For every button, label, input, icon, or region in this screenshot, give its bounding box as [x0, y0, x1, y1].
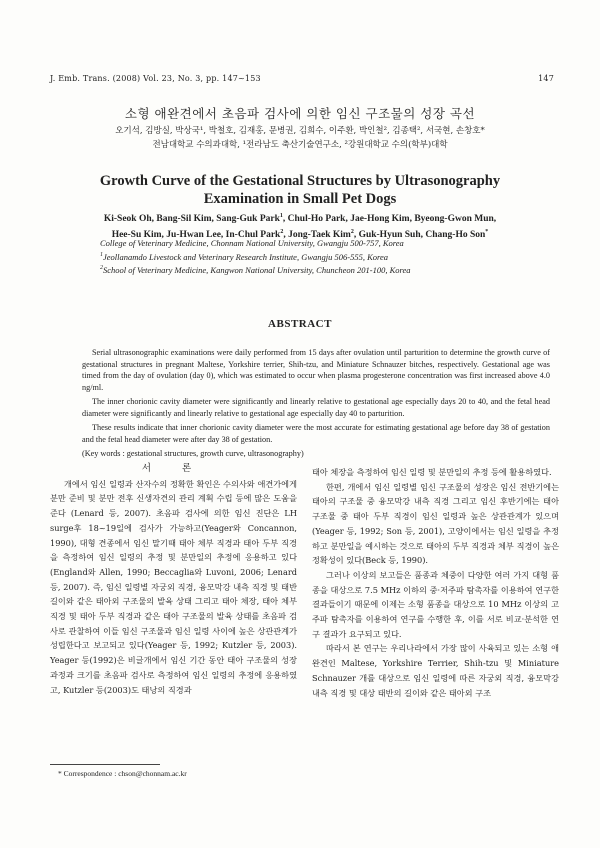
abstract-paragraph: Serial ultrasonographic examinations were daily performed from 15 days after ovulation until parturition to determine the growth curve of gestational structures in pregnant Maltese, Yorkshire terrier, Shih-tzu, and Miniature Schnauzer bitches, respectively. Gestational age was timed from the day of ovulation (day 0), which was estimated to occur when plasma progesterone concentration was first increased above 4.0 ng/ml.	[82, 348, 550, 392]
author-group: , Chul-Ho Park, Jae-Hong Kim, Byeong-Gwon Mun,	[282, 214, 497, 225]
author-group: Hee-Su Kim, Ju-Hwan Lee, In-Chul Park	[111, 230, 281, 241]
body-paragraph: 한편, 개에서 임신 일령별 임신 구조물의 성장은 임신 전반기에는 태아의 구조물 중 융모막강 내측 직경 그리고 임신 후반기에는 태아 구조물 중 태아 두부 직경이 임신 일령과 높은 상관관계가 있으며(Yeager 등, 1992; Son 등, 2001), 고양이에서는 임신 일령을 추정하고 분만일을 예시하는 것으로 태아의 두부 직경과 체부 직경이 높은 정확성이 있다(Beck 등, 1990).	[312, 481, 559, 566]
korean-authors: 오기석, 김방실, 박상국¹, 박철호, 김재홍, 문병권, 김희수, 이주환, 박인철², 김종택², 서국현, 손창호*	[115, 126, 485, 136]
corresponding-mark: *	[485, 229, 489, 236]
body-paragraph: 그러나 이상의 보고들은 품종과 체중이 다양한 여러 가지 대형 품종을 대상으로 7.5 MHz 이하의 중·저주파 탐촉자를 이용하여 연구한 결과들이기 때문에 이제는 소형 품종을 대상으로 10 MHz 이상의 고주파 탐촉자를 이용하여 연구를 수행한 후, 이를 서로 비교·분석한 연구 결과가 요구되고 있다.	[312, 569, 559, 639]
journal-citation: J. Emb. Trans. (2008) Vol. 23, No. 3, pp. 147~153	[50, 74, 261, 83]
affiliation-mark: 2	[280, 229, 284, 236]
affiliation-mark: 2	[350, 229, 354, 236]
affiliations	[100, 238, 411, 276]
body-paragraph: 개에서 임신 일령과 산자수의 정확한 확인은 수의사와 애견가에게 분만 준비 및 분만 전후 신생자견의 관리 계획 수립 등에 많은 도움을 준다 (Lenard 등, 2007). 초음파 검사에 의한 임신 진단은 LH surge후 18~19일에 검사가 가능하고(Yeager와 Concannon, 1990), 대형 견종에서 임신 말기때 태아 체부 직경과 태아 두부 직경을 측정하여 임신 일령의 추정 및 분만일의 추정에 응용하고 있다(England와 Allen, 1990; Beccaglia와 Luvoni, 2006; Lenard 등, 2007). 즉, 임신 일령별 자궁외 직경, 융모막강 내측 직경 및 태반 길이와 같은 태아외 구조물의 발육 상태 그리고 태아 체장, 태아 체부 직경 및 태아 두부 직경과 같은 태아 구조물의 발육 상태를 초음파 검사로 관찰하여 이들 임신 구조물과 임신 일령 사이에 높은 상관관계가 성립한다고 보고되고 있다(Yeager 등, 1992; Kutzler 등, 2003). Yeager 등(1992)은 비글개에서 임신 기간 동안 태아 구조물의 성장 과정과 크기를 초음파 검사로 측정하여 임신 일령의 추정에 응용하였고, Kutzler 등(2003)도 태낭의 직경과	[50, 478, 297, 695]
intro-left-column	[50, 462, 297, 697]
author-group: , Guk-Hyun Suh, Chang-Ho Son	[353, 230, 486, 241]
authors-line-1	[40, 210, 560, 226]
keywords: (Key words : gestational structures, growth curve, ultrasonography)	[82, 449, 304, 458]
korean-authors-block	[40, 124, 560, 152]
intro-right-column	[312, 465, 559, 700]
affiliation-2: $^2$School of Veterinary Medicine, Kangwon National University, Chuncheon 201-100, Korea	[100, 264, 411, 275]
affiliation-0: College of Veterinary Medicine, Chonnam National University, Gwangju 500-757, Korea	[100, 238, 404, 248]
english-title	[40, 172, 560, 208]
korean-affiliation: 전남대학교 수의과대학, ¹전라남도 축산기술연구소, ²강원대학교 수의(학부)대학	[152, 140, 448, 150]
affiliation-1: $^1$Jeollanamdo Livestock and Veterinary Research Institute, Gwangju 506-555, Korea	[100, 251, 389, 262]
korean-title: 소형 애완견에서 초음파 검사에 의한 임신 구조물의 성장 곡선	[124, 106, 476, 121]
author-group: Ki-Seok Oh, Bang-Sil Kim, Sang-Guk Park	[103, 214, 280, 225]
abstract-heading: ABSTRACT	[268, 318, 332, 330]
footnote-rule	[50, 764, 160, 765]
section-heading: 서 론	[141, 463, 206, 474]
affiliation-mark: 1	[279, 213, 283, 219]
abstract-paragraph: These results indicate that inner chorionic cavity diameter were the most accurate for estimating gestational age before day 38 of gestation and the fetal head diameter were after day 38 of gestation.	[82, 423, 550, 444]
abstract-body	[82, 347, 550, 463]
page-number: 147	[538, 74, 554, 83]
footnote-correspondence: * Correspondence : chson@chonnam.ac.kr	[58, 769, 187, 778]
abstract-paragraph: The inner chorionic cavity diameter were significantly and linearly relative to gestational age especially days 20 to 40, and the fetal head diameter were significantly and linearly relative to gestational age especially day 40 to parturition.	[82, 397, 550, 418]
body-paragraph: 태아 체장을 측정하여 임신 일령 및 분만일의 추정 등에 활용하였다.	[312, 467, 552, 477]
body-paragraph: 따라서 본 연구는 우리나라에서 가장 많이 사육되고 있는 소형 애완견인 Maltese, Yorkshire Terrier, Shih-tzu 및 Miniature Schnauzer 개를 대상으로 임신 일령에 따른 자궁외 직경, 융모막강 내측 직경 및 대상 태반의 길이와 같은 태아외 구조	[312, 643, 559, 698]
title-line-2: Examination in Small Pet Dogs	[203, 191, 397, 207]
author-group: , Jong-Taek Kim	[283, 230, 351, 241]
title-line-1: Growth Curve of the Gestational Structures by Ultrasonography	[99, 173, 501, 189]
